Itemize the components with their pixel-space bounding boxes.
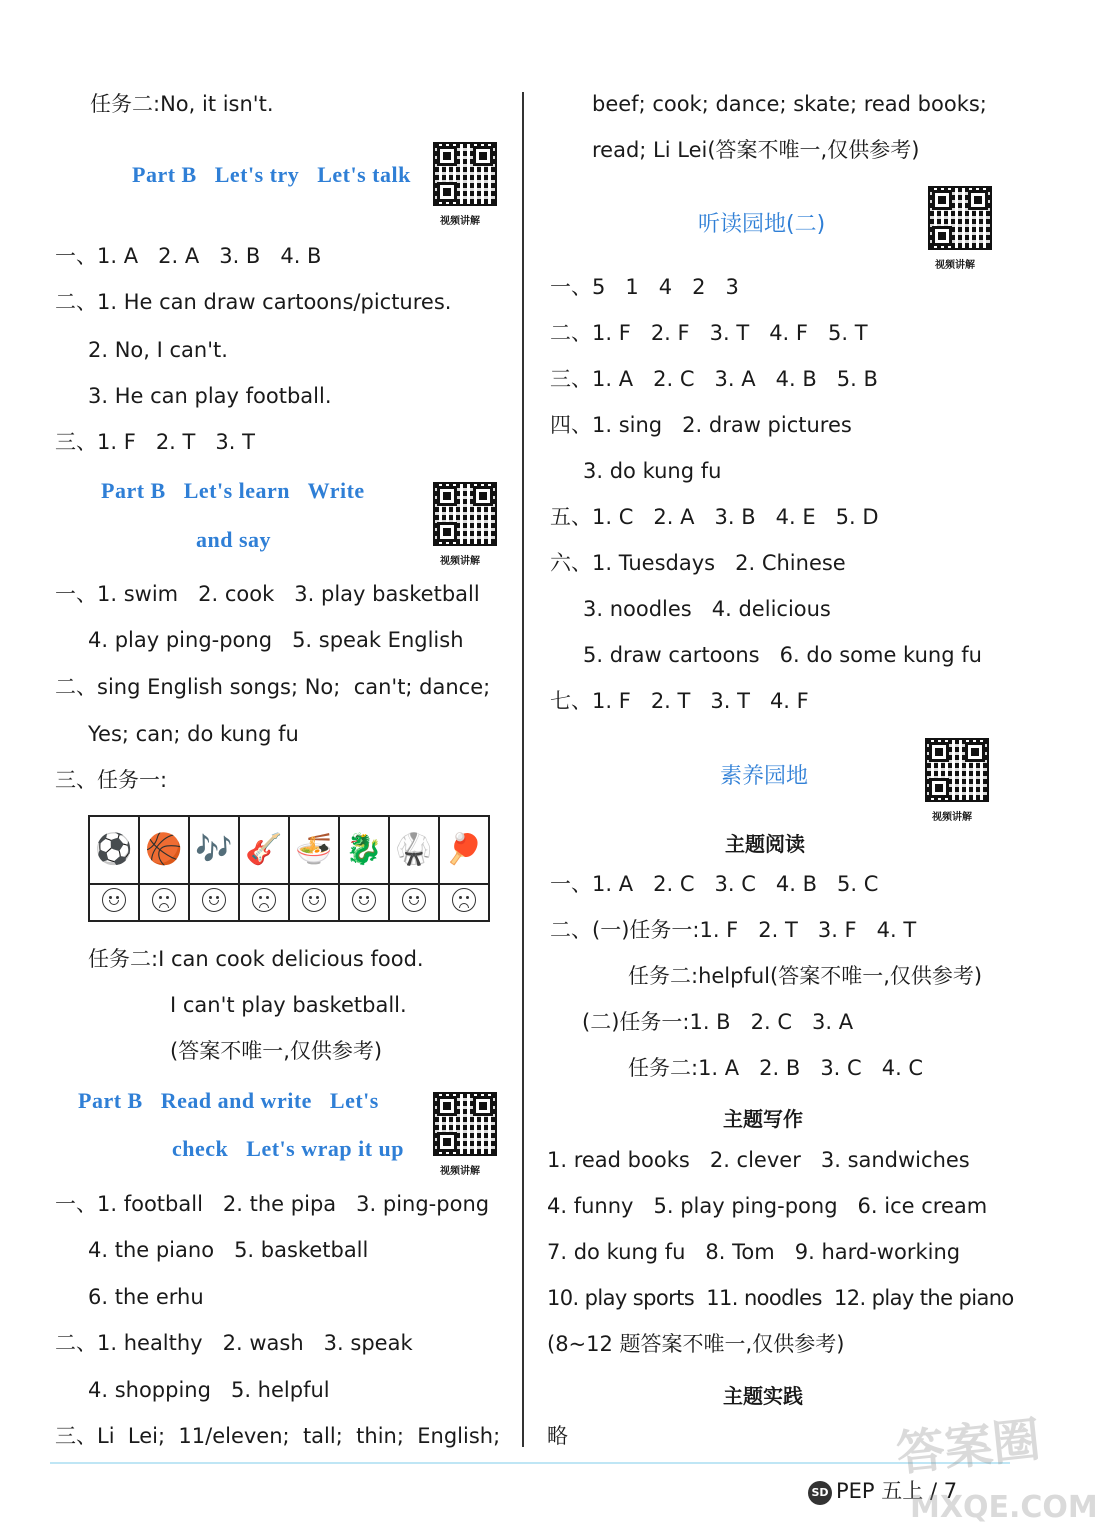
answer-line: 三、Li Lei; 11/eleven; tall; thin; English; — [55, 1424, 501, 1448]
answer-line: 任务二:1. A 2. B 3. C 4. C — [628, 1056, 924, 1080]
happy-face-icon — [302, 888, 326, 912]
watermark-text: 答案圈 — [893, 1411, 1044, 1483]
answer-line: 一、1. swim 2. cook 3. play basketball — [55, 582, 480, 606]
table-cell-pic — [289, 816, 339, 884]
qr-caption: 视频讲解 — [440, 1166, 480, 1177]
table-cell-pic — [339, 816, 389, 884]
qr-caption: 视频讲解 — [440, 216, 480, 227]
sad-face-icon — [152, 888, 176, 912]
table-cell-pic — [189, 816, 239, 884]
answer-line: beef; cook; dance; skate; read books; — [592, 92, 987, 116]
ping-pong-icon: 🏓 — [445, 832, 483, 867]
subheading-theme-writing: 主题写作 — [723, 1107, 803, 1131]
answer-line: 任务二:helpful(答案不唯一,仅供参考) — [628, 964, 983, 988]
table-cell-pic — [439, 816, 489, 884]
left-task2-line: 任务二:No, it isn't. — [90, 92, 274, 116]
answer-line: 七、1. F 2. T 3. T 4. F — [550, 689, 809, 713]
qr-code-icon[interactable] — [433, 142, 497, 206]
table-cell-pic — [389, 816, 439, 884]
qr-code-icon[interactable] — [928, 186, 992, 250]
heading-part-b-read-and-write: Part B Read and write Let's — [78, 1088, 379, 1113]
music-icon: 🎶 — [195, 832, 233, 867]
qr-code-icon[interactable] — [433, 482, 497, 546]
answer-line: 三、任务一: — [55, 768, 168, 792]
activity-table — [88, 815, 490, 922]
sad-face-icon — [452, 888, 476, 912]
dragon-icon: 🐉 — [345, 832, 383, 867]
answer-line: 一、1. football 2. the pipa 3. ping-pong — [55, 1192, 490, 1216]
answer-line: 二、sing English songs; No; can't; dance; — [55, 675, 491, 699]
happy-face-icon — [402, 888, 426, 912]
answer-line: (答案不唯一,仅供参考) — [170, 1039, 383, 1063]
qr-caption: 视频讲解 — [440, 556, 480, 567]
answer-line: 一、1. A 2. C 3. C 4. B 5. C — [550, 872, 879, 896]
qr-code-icon[interactable] — [925, 738, 989, 802]
table-cell-pic — [239, 816, 289, 884]
heading-check-wrap-up: check Let's wrap it up — [172, 1136, 404, 1161]
table-cell-pic — [139, 816, 189, 884]
column-divider — [522, 92, 524, 1447]
answer-line: 2. No, I can't. — [88, 338, 228, 362]
happy-face-icon — [102, 888, 126, 912]
answer-line: 二、1. F 2. F 3. T 4. F 5. T — [550, 321, 868, 345]
answer-line: 六、1. Tuesdays 2. Chinese — [550, 551, 846, 575]
heading-literacy-garden: 素养园地 — [720, 764, 809, 789]
answer-line: 4. funny 5. play ping-pong 6. ice cream — [547, 1194, 988, 1218]
answer-line: 7. do kung fu 8. Tom 9. hard-working — [547, 1240, 961, 1264]
answer-line: I can't play basketball. — [170, 993, 407, 1017]
answer-line: 一、1. A 2. A 3. B 4. B — [55, 244, 322, 268]
answer-line: (二)任务一:1. B 2. C 3. A — [582, 1010, 854, 1034]
qr-caption: 视频讲解 — [932, 812, 972, 823]
publisher-logo-icon: SD — [808, 1481, 832, 1505]
sad-face-icon — [252, 888, 276, 912]
answer-line: 二、1. healthy 2. wash 3. speak — [55, 1331, 413, 1355]
basketball-icon: 🏀 — [145, 832, 183, 867]
answer-line: 4. shopping 5. helpful — [88, 1378, 330, 1402]
qr-caption: 视频讲解 — [935, 260, 975, 271]
pipa-icon: 🎸 — [245, 832, 283, 867]
answer-line: 6. the erhu — [88, 1285, 204, 1309]
answer-line: 5. draw cartoons 6. do some kung fu — [583, 643, 982, 667]
answer-line: 一、5 1 4 2 3 — [550, 275, 739, 299]
kung-fu-icon: 🥋 — [395, 832, 433, 867]
answer-line: 4. play ping-pong 5. speak English — [88, 628, 464, 652]
footer-rule — [50, 1462, 1010, 1464]
happy-face-icon — [202, 888, 226, 912]
answer-line: 3. noodles 4. delicious — [583, 597, 831, 621]
heading-listening-reading-2: 听读园地(二) — [698, 212, 826, 237]
football-icon: ⚽ — [95, 832, 133, 867]
happy-face-icon — [352, 888, 376, 912]
answer-line: 五、1. C 2. A 3. B 4. E 5. D — [550, 505, 879, 529]
answer-line: 三、1. F 2. T 3. T — [55, 430, 255, 454]
answer-line: 3. do kung fu — [583, 459, 722, 483]
cooking-icon: 🍜 — [295, 832, 333, 867]
subheading-theme-reading: 主题阅读 — [725, 832, 805, 856]
heading-part-b-lets-learn: Part B Let's learn Write — [101, 478, 365, 503]
subheading-theme-practice: 主题实践 — [723, 1384, 803, 1408]
answer-line: 1. read books 2. clever 3. sandwiches — [547, 1148, 970, 1172]
answer-line: 任务二:I can cook delicious food. — [88, 947, 424, 971]
answer-line: 4. the piano 5. basketball — [88, 1238, 369, 1262]
heading-part-b-lets-try: Part B Let's try Let's talk — [132, 162, 411, 187]
answer-line: 三、1. A 2. C 3. A 4. B 5. B — [550, 367, 878, 391]
answer-line: 略 — [547, 1424, 568, 1448]
answer-line: 3. He can play football. — [88, 384, 332, 408]
qr-code-icon[interactable] — [433, 1092, 497, 1156]
page-number: PEP 五上 / 7 — [836, 1479, 958, 1503]
answer-line: 二、1. He can draw cartoons/pictures. — [55, 290, 452, 314]
answer-line: (8~12 题答案不唯一,仅供参考) — [547, 1332, 845, 1356]
answer-line: 四、1. sing 2. draw pictures — [550, 413, 852, 437]
watermark-url: MXQE.COM — [910, 1490, 1098, 1525]
table-cell-pic — [89, 816, 139, 884]
answer-line: read; Li Lei(答案不唯一,仅供参考) — [592, 138, 920, 162]
answer-line: Yes; can; do kung fu — [88, 722, 299, 746]
answer-line: 二、(一)任务一:1. F 2. T 3. F 4. T — [550, 918, 917, 942]
answer-line: 10. play sports 11. noodles 12. play the piano — [547, 1286, 1014, 1310]
heading-and-say: and say — [196, 527, 272, 552]
